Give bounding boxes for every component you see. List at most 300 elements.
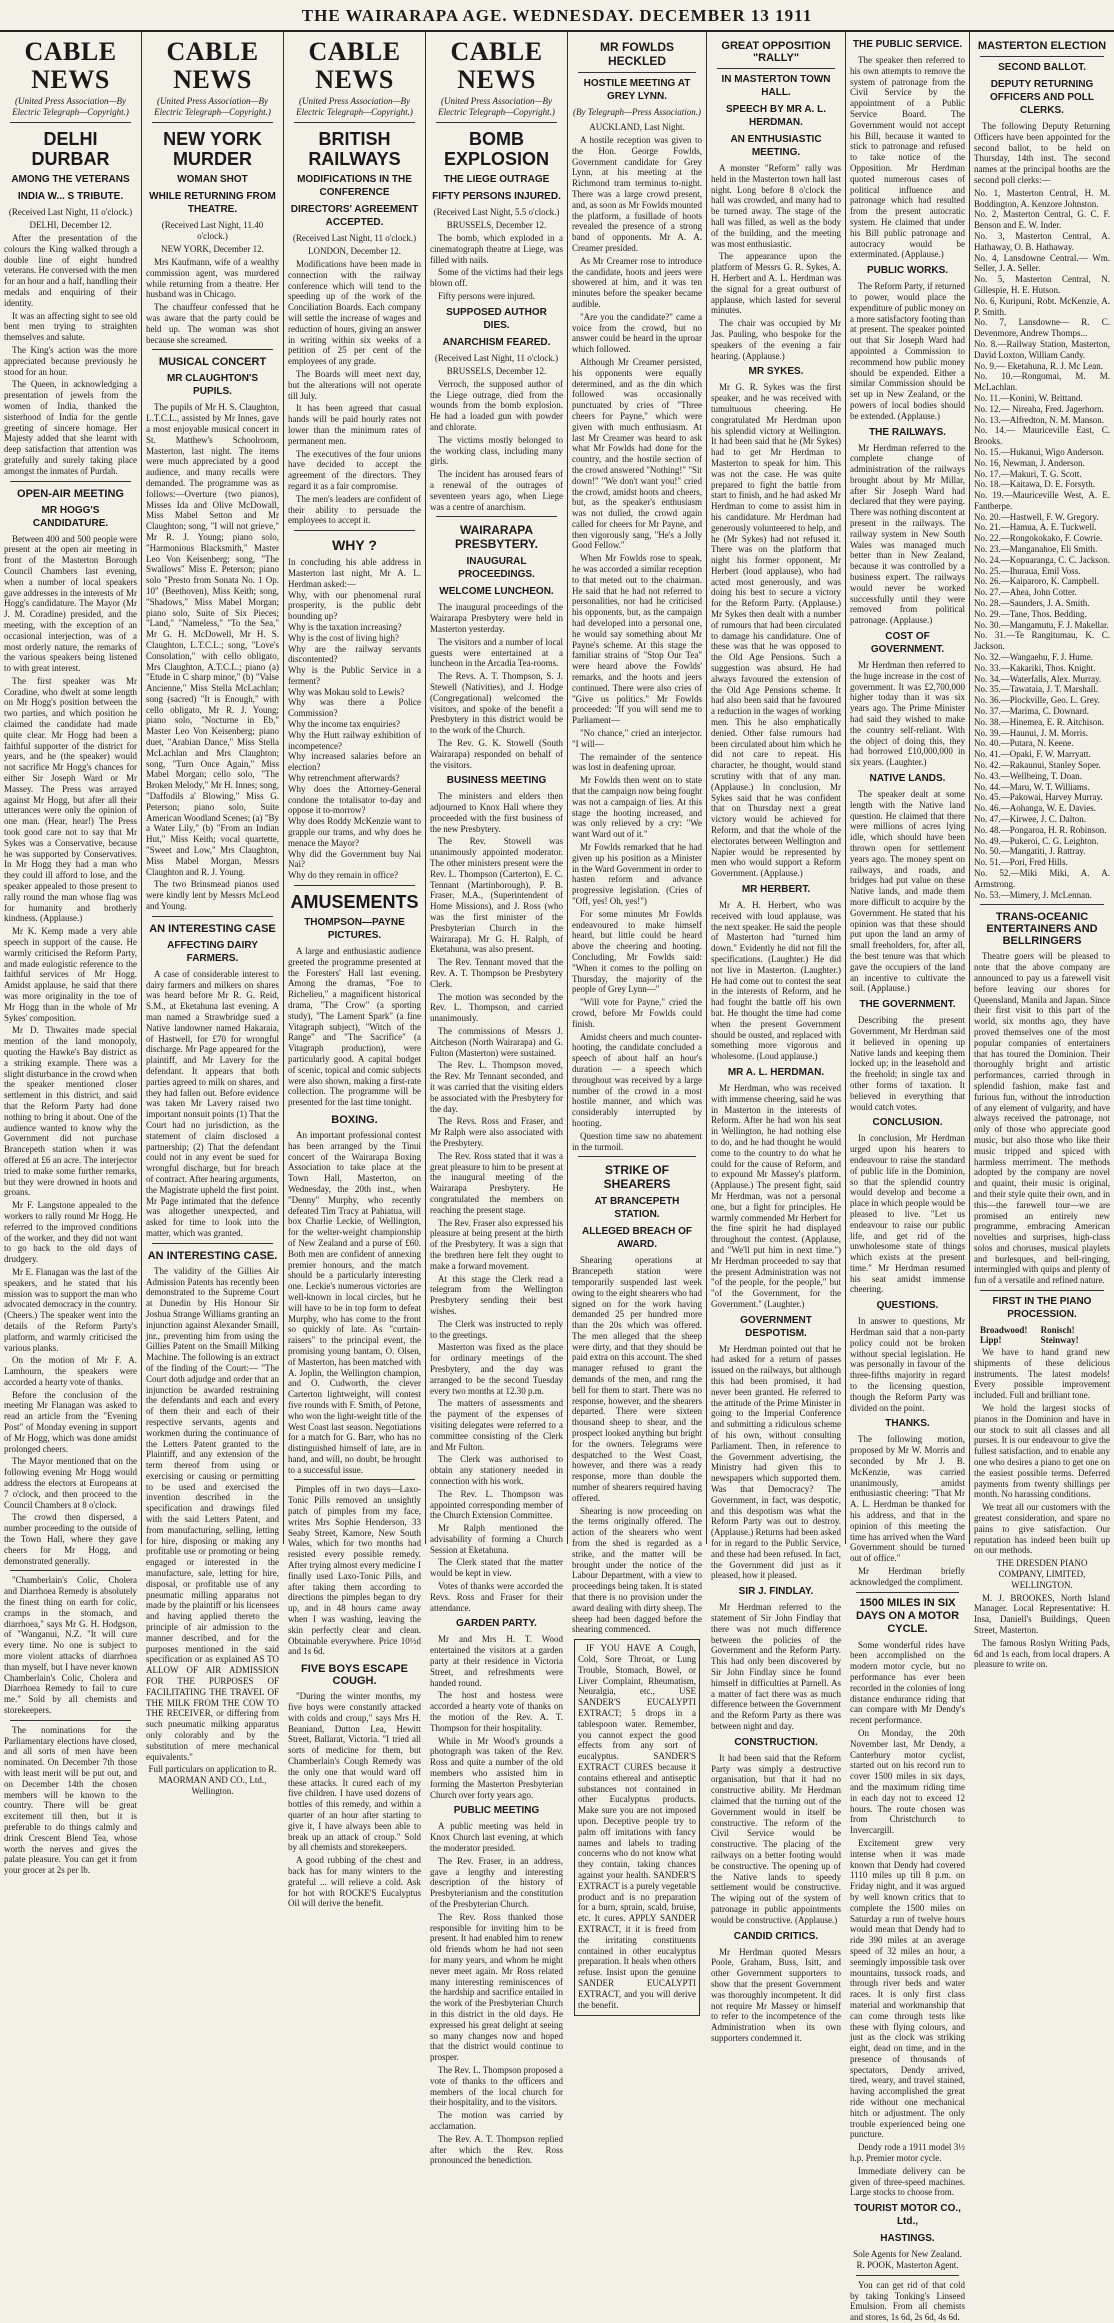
advertiser-name: THE DRESDEN PIANO COMPANY, LIMITED, WELLINGTON. xyxy=(996,1558,1088,1590)
list-item: Why is the taxation increasing? xyxy=(288,621,402,632)
paragraph: Mr Herdman quoted Messrs Poole, Graham, Buss, Isitt, and other Government supporters to show that the present Government was thoroughly incompetent. It did not require Mr Massey or himself to refer to the incompetence of the Administration when its own supporters condemned it. xyxy=(711,1946,841,2043)
advertiser-name: TOURIST MOTOR CO., Ltd., xyxy=(854,2203,961,2228)
paragraph: In answer to questions, Mr Herdman said that a non-party policy could not be broken without special legislation. He was personally in favour of the three-fifths majority in regard to the licensing question, though the Reform Party was divided on the point. xyxy=(850,1316,965,1413)
paragraph: As Mr Creamer rose to introduce the candidate, hoots and jeers were showered at him, and it was ten minutes before the speaker became audible. xyxy=(572,255,702,309)
paragraph: The pupils of Mr H. S. Claughton, L.T.C.L., assisted by Mr Innes, gave a most enjoyable musical concert in St. Matthew's Schoolroom, Masterton, last night. The items were much appreciated by a good audience, and many recalls were demanded. The programme was as follows:—Overture (two pianos), Misses Ida and Olive McDowall, Miss Mabel Setton and Mr Claughton; song, "I will not grieve," Mr R. J. Young; piano solo, "Harmonious Blacksmith," Master Leo Von Keisenberg; song, "The Swallows" Miss E. Peterson; piano solo "Presto from Sonata No. 1 Op. 10" (Beethoven), Miss Keith; song, "Shadows," Miss Mabel Morgan; piano solo, Suite of Six Pieces; "Land," "Nameless," "To the Sea," Mr G. H. McDowell, Mr H. S. Claughton, L.T.C.L.; song, "Love's Consolation," with cello obligato, Mrs Claughton, A.T.C.L.; piano (a) "Etude in C sharp minor," (b) "Valse Ancienne," Miss Stella McLachlan; song (sacred) "It is Enough," with cello obligato, Mr R. J. Young; piano solo, "Nocturne in Eb," Master Leo Von Keisenberg; piano duet, "Arabian Dance," Miss Stella McLachlan and Mrs Claughton; song, "Turn Once Again," Miss Mabel Morgan; cello solo, "The Broken Melody," Mr H. Innes; song, "Daffodils a' Blowing," Miss G. Peterson; piano solo, Suite American Woodland Scenes; (a) "By a Water Lily," (b) "From an Indian Hut," Miss Keith; vocal quartette, "Sweet and Low," Mrs Claughton, Miss Mabel Morgan, Messrs Claughton and R. J. Young. xyxy=(146,402,279,877)
advertiser-manager: M. J. BROOKES, North Island Manager. Local Representative: H. Insa, Daniell's Buildings, Queen Street, Masterton. xyxy=(974,1592,1110,1635)
credit-line: (United Press Association—By Electric Telegraph—Copyright.) xyxy=(154,96,271,117)
advertisement-heading: FIVE BOYS ESCAPE COUGH. xyxy=(301,1663,408,1688)
credit-line: (United Press Association—By Electric Telegraph—Copyright.) xyxy=(438,96,555,117)
dateline: NEW YORK, December 12. xyxy=(161,244,264,254)
paragraph: In conclusion, Mr Herdman urged upon his hearers to endeavour to raise the standard of public life in the Dominion, so that the splendid country would develop and become a place in which people would be pleased to live. "Let us endeavour to raise our public life, and get rid of the unwholesome state of things which exists at the present time." Mr Herdman resumed his seat amidst immense cheering. xyxy=(850,1133,965,1295)
paragraph: Fifty persons were injured. xyxy=(438,290,535,301)
booth-list-item: No. 4, Lansdowne Central.— Wm. Seller, J. A. Seller. xyxy=(974,252,1110,274)
paragraph: The motion was seconded by the Rev. L. Thompson, and carried unanimously. xyxy=(430,991,563,1024)
paragraph: The men's leaders are confident of their ability to persuade the employees to accept it. xyxy=(288,493,421,526)
dateline: AUCKLAND, Last Night. xyxy=(589,122,685,132)
article-headline: MR FOWLDS HECKLED xyxy=(600,40,674,68)
list-item: Why did the Government buy Nai Nai? xyxy=(288,848,421,870)
divider xyxy=(152,916,273,917)
piano-brands-right: Ronisch! Steinway! xyxy=(1040,1325,1079,1346)
paragraph: The Queen, in acknowledging a presentation of jewels from the women of India, thanked the sisterhood of India for the gentle greeting of sincere homage. Her Majesty added that she learnt with deep satisfaction that attention was gratefully and surely taking place amongst the inmates of Purdah. xyxy=(4,379,137,476)
list-item: Why is the cost of living high? xyxy=(288,632,399,643)
list-item: Why do they remain in office? xyxy=(288,870,399,881)
dateline: BRUSSELS, December 12. xyxy=(446,365,547,376)
article-subhead: MODIFICATIONS IN THE CONFERENCE xyxy=(297,174,412,198)
booth-list-item: No. 3, Masterton Central, A. Hathaway, O. B. Hathaway. xyxy=(974,230,1110,252)
booth-list-item: No. 19.—Mauriceville West, A. E. Fantberpe. xyxy=(974,490,1110,511)
paragraph: Mr Herdman then referred to the huge increase in the cost of government. It was £2,700,000 higher today than it was six years ago. The Prime Minister had said they wished to make the country self-reliant. With the object of doing this, they had borrowed £10,000,000 in six years. (Laughter.) xyxy=(850,660,965,768)
article-subhead: CONSTRUCTION. xyxy=(734,1736,818,1748)
list-item: Why the Hutt railway exhibition of incompetence? xyxy=(288,729,421,751)
article-subhead: GARDEN PARTY. xyxy=(456,1618,537,1630)
article-headline: MUSICAL CONCERT xyxy=(158,356,267,369)
paragraph: Mr Fowlds then went on to state that the campaign now being fought was not a campaign of lies. At this stage the hooting increased, and was only relieved by a cry: "We want Ward out of it." xyxy=(572,775,702,840)
booth-list-item: No. 52.—Miki Miki, A. A. Armstrong. xyxy=(974,867,1110,889)
booth-list-item: No. 15.—Hukanui, Wigo Anderson. xyxy=(974,446,1104,457)
divider xyxy=(10,122,131,123)
paragraph: The following Deputy Returning Officers have been appointed for the second ballot, to be held on Thursday, 14th inst. The second names at the principal booths are the second poll clerks:— xyxy=(974,121,1110,185)
article-subhead: MR HOGG'S CANDIDATURE. xyxy=(32,504,109,529)
divider xyxy=(152,122,273,123)
paragraph: The remainder of the sentence was lost in deafening uproar. xyxy=(572,751,702,773)
paragraph: The Clerk stated that the matter would be kept in view. xyxy=(430,1557,563,1579)
list-item: Why was Mokau sold to Lewis? xyxy=(288,686,405,697)
paragraph: The appearance upon the platform of Messrs G. R. Sykes, A. H. Herbert and A. L. Herdman was the signal for a great outburst of applause, which lasted for several minutes. xyxy=(711,251,841,316)
divider xyxy=(578,72,696,73)
paragraph: The Rev. G. K. Stowell (South Wairarapa) responded on behalf of the visitors. xyxy=(430,737,563,770)
booth-list-item: No. 47.—Kirwee, J. C. Dalton. xyxy=(974,814,1086,824)
paragraph: An important professional contest has been arranged by the Tinui concert of the Wairarapa Boxing Association to take place at the Town Hall, Masterton, on Wednesday, the 20th inst., when "Denny" Murphy, who recently defeated Tim Tracy at Pahiatua, will box Charlie Leckie, of Wellington, for the welter-weight championship of New Zealand and a purse of £60. Both men are confident of annexing premier honours, and the match should be a particularly interesting one. Leckie's numerous victories are well-known in local circles, but he will have to be in top form to defeat Murphy, who has come to the front so quickly of late. As "curtain-raisers" to the principal event, the promising young bantam, O. Olsen, of Masterton, has been matched with A. Joplin, the Wellington champion, and O. Cudworth, the clever Carterton lightweight, will contest five rounds with F. Smith, of Petone, who won the light-weight title of the West Coast last season. Negotiations for a match for G. Barr, who has no distinguished himself of late, are in hand, and will, no doubt, be brought to a successful issue. xyxy=(288,1129,421,1475)
paragraph: The host and hostess were accorded a hearty vote of thanks on the motion of the Rev. A. T. Thompson for their hospitality. xyxy=(430,1690,563,1733)
paragraph: We treat all our customers with the greatest consideration, and spare no pains to give satisfaction. Our reputation has indeed been built up on our methods. xyxy=(974,1502,1110,1556)
paragraph: The ministers and elders then adjourned to Knox Hall where they proceeded with the first business of the new Presbytery. xyxy=(430,791,563,834)
divider xyxy=(856,2275,959,2276)
divider xyxy=(10,1720,131,1721)
booth-list-item: No. 34.—Waterfalls, Alex. Murray. xyxy=(974,673,1102,684)
paragraph: The Rev. L. Thompson moved, the Rev. Mr Tennant seconded, and it was carried that the visiting elders be associated with the Presbytery for the day. xyxy=(430,1060,563,1114)
booth-list-item: No. 7, Lansdowne— R. C. Devenmore, Andrew Thomps... xyxy=(974,317,1110,339)
booth-list-item: No. 41.—Opaki, F. W. Marryatt. xyxy=(974,749,1091,760)
booth-list-item: No. 24.—Kopuaranga, C. C. Jackson. xyxy=(974,554,1110,565)
paragraph: We have to hand grand new shipments of these delicious instruments. The latest models! Every possible improvement included. Full and brilliant tone. xyxy=(974,1347,1110,1401)
list-item: Why was there a Police Commission? xyxy=(288,697,421,719)
dateline: BRUSSELS, December 12. xyxy=(446,220,547,230)
article-subhead: FIFTY PERSONS INJURED. xyxy=(432,191,561,202)
advertiser-agent: Sole Agents for New Zealand. R. POOK, Masterton Agent. xyxy=(853,2249,962,2271)
booth-list-item: No. 27.—Ahea, John Cotter. xyxy=(974,587,1077,598)
cable-news-heading: CABLE NEWS xyxy=(166,37,259,94)
paragraph: The Rev. Ross stated that it was a great pleasure to him to be present at the inaugural meeting of the Wairarapa Presbytery. He congratulated the members on reaching the present stage. xyxy=(430,1150,563,1215)
paragraph: It has been agreed that casual hands will be paid hourly rates not lower than the minimum rates of permanent men. xyxy=(288,403,421,446)
article-headline: DELHI DURBAR xyxy=(31,129,110,169)
paragraph: A public meeting was held in Knox Church last evening, at which the moderator presided. xyxy=(430,1821,563,1854)
paragraph: Amidst cheers and much counter-hooting, the candidate concluded a speech of about half an hour's duration — a speech which throughout was received by a large number of the crowd in a most hostile manner, and which was considerably interrupted by hooting. xyxy=(572,1031,702,1128)
column-6 xyxy=(707,32,846,2043)
list-item: Why is the Public Service in a ferment? xyxy=(288,665,421,686)
booth-list-item: No. 48.—Pongaroa, H. R. Robinson. xyxy=(974,824,1107,835)
paragraph: The following motion, proposed by Mr W. Morris and seconded by Mr J. B. McKenzie, was carried unanimously, amidst enthusiastic cheering: "That Mr A. L. Herdman be thanked for his address, and that in the opinion of this meeting the time has arrived when the Ward Government should be turned out of office." xyxy=(850,1434,965,1564)
article-subhead: GOVERNMENT DESPOTISM. xyxy=(740,1314,812,1339)
advertisement: The famous Roslyn Writing Pads, 6d and 1s each, from local drapers. A pleasure to write on. xyxy=(974,1637,1110,1670)
column-8 xyxy=(970,32,1114,1670)
article-headline: BRITISH RAILWAYS xyxy=(308,129,401,169)
booth-list-item: No. 17.—Makuri, T. G. Scott. xyxy=(974,468,1082,479)
list-item: Why does the Attorney-General condone the totalisator to-day and oppose it to-morrow? xyxy=(288,783,421,816)
article-subhead: THOMPSON—PAYNE PICTURES. xyxy=(304,917,405,942)
booth-list-item: No. 43.—Wellbeing, T. Doan. xyxy=(974,770,1082,781)
divider xyxy=(980,56,1104,57)
paragraph: It was an affecting sight to see old bent men trying to straighten themselves and salute. xyxy=(4,310,137,343)
booth-list-item: No. 49.—Pukeroi, C. G. Leighton. xyxy=(974,835,1099,846)
article-subhead: AT BRANCEPETH STATION. xyxy=(594,1196,680,1221)
booth-list-item: No. 32.—Wangaehu, F. J. Hume. xyxy=(974,652,1094,663)
page-columns xyxy=(0,32,1114,2323)
divider xyxy=(717,68,835,69)
article-subhead: SPEECH BY MR A. L. HERDMAN. xyxy=(725,104,826,128)
article-subhead: CONCLUSION. xyxy=(872,1117,943,1129)
booth-list-item: No. 51.—Pori, Fred Hills. xyxy=(974,857,1068,868)
article-subhead: WELCOME LUNCHEON. xyxy=(439,586,554,598)
paragraph: Mr E. Flanagan was the last of the speakers, and he stated that his mission was to support the man who advocated democracy in the country. (Cheers.) The speaker went into the details of the Reform Party's platform, and warmly criticised the various planks. xyxy=(4,1266,137,1353)
booth-list-item: No. 50.—Mangatiti, J. Rattray. xyxy=(974,846,1086,857)
booth-list-item: No. 35.—Tawataia, J. T. Marshall. xyxy=(974,684,1099,695)
paragraph: For some minutes Mr Fowlds endeavoured to make himself heard, but little could be heard above the cheering and hooting. Concluding, Mr Fowlds said: "When it comes to the polling on Thursday, the majority of the people of Grey Lynn—" xyxy=(572,908,702,995)
article-subhead: THE GOVERNMENT. xyxy=(859,999,956,1011)
paragraph: Describing the present Government, Mr Herdman said it believed in opening up Native lands and keeping them locked up; in the leasehold and the freehold; in single tax and other forms of taxation. It believed in everything that would catch votes. xyxy=(850,1015,965,1112)
booth-list-item: No. 28.—Saunders, J. A. Smith. xyxy=(974,598,1090,609)
paragraph: A hostile reception was given to the Hon. George Fowlds, Government candidate for Grey Lynn, at his meeting at the Richmond tram terminus to-night. There was a large crowd present, and, as soon as Mr Fowlds mounted the platform, a fusillade of hoots revealed the presence of a strong band of opponents. Mr A. A. Creamer presided. xyxy=(572,135,702,253)
cable-news-heading: CABLE NEWS xyxy=(24,37,117,94)
paragraph: The Clerk was instructed to reply to the greetings. xyxy=(430,1318,563,1340)
article-headline: 1500 MILES IN SIX DAYS ON A MOTOR CYCLE. xyxy=(855,1596,960,1635)
cable-news-heading: CABLE NEWS xyxy=(450,37,543,94)
booth-list-item: No. 36.—Plockville, Geo. L. Grey. xyxy=(974,695,1100,706)
booth-list-item: No. 20.—Hastwell, F. W. Gregory. xyxy=(974,511,1099,522)
masthead xyxy=(0,0,1114,32)
paragraph: A case of considerable interest to dairy farmers and milkers on shares was heard before Mr R. G. Reid, S.M., at Eketahuna last evening. A man named a Strawbridge sued a Native landowner named Hakaraia, of Hastwell, for £70 for wrongful discharge. Mr Page appeared for the plaintiff, and Mr Lavery for the defendant. It appears that both parties agreed to milk on shares, and they had fallen out. Before evidence was taken Mr Lavery raised two important nonsuit points (1) That the Court had no jurisdiction, as the statement of claim disclosed a partnership; (2) That the defendant could not in any event be sued for wrongful discharge, but for breach of contract. After hearing arguments, the Magistrate upheld the first point. Mr Page intimated that the defence was altogether unexpected, and asked for time to look into the matter, which was granted. xyxy=(146,968,279,1238)
paragraph: Mr Herdman referred to the statement of Sir John Findlay that there was not much difference between the policies of the Government and the Reform Party. This had only been discovered by Sir John Findlay since he found himself in difficulties at Parnell. As a matter of fact there was as much difference between the Government and the Reform Party as there was between night and day. xyxy=(711,1602,841,1731)
paragraph: Mrs Kaufmann, wife of a wealthy commission agent, was murdered while returning from a theatre. Her husband was in Chicago. xyxy=(146,257,279,300)
divider xyxy=(578,1156,696,1157)
paragraph: Mr Herdman referred to the complete change of administration of the railways brought about by Mr Millar, after Sir Joseph Ward had declared that they were paying. There was nothing discontent at present in the railways. The railway system in New South Wales was managed much better than in New Zealand, because it was controlled by a business expert. The railways would never be worked successfully until they were removed from political patronage. (Applause.) xyxy=(850,442,965,626)
booth-list-item: No. 37.—Marima, C. Downard. xyxy=(974,706,1089,717)
article-headline: BOMB EXPLOSION xyxy=(443,129,550,169)
article-subhead: SECOND BALLOT. xyxy=(998,62,1086,73)
divider xyxy=(980,1290,1104,1291)
article-subhead: PUBLIC MEETING xyxy=(453,1805,540,1817)
paragraph: Mr A. H. Herbert, who was received with loud applause, was the next speaker. He said the people of Masterton had "turned him down." Evidently he did not fill the specifications. (Laughter.) He did not live in Masterton. (Laughter.) He had come out to contest the seat in the interests of Reform, and he had fought the battle off his own bat. He thought the time had come when the present Government should be ousted, and replaced with something more vigorous and wholesome. (Loud applause.) xyxy=(711,900,841,1062)
paragraph: Excitement grew very intense when it was made known that Dendy had covered 1110 miles up till 8 p.m. on Friday night, and it was argued by well known critics that to complete the 1500 miles on Saturday a run of twelve hours would mean that Dendy had to ride 390 miles at an average speed of 32 miles an hour, a seemingly impossible task over mountains, tussock roads, and through river beds and water races. It is only first class material and workmanship that can come through tests like these with flying colours, and just as the clock was striking eight, dead on time, and in the presence of thousands of spectators, Dendy arrived, tired, weary, and travel stained, having accomplished the great ride without one mechanical hitch or adjustment. The only trouble experienced being one puncture. xyxy=(850,1837,965,2140)
article-subhead: THE RAILWAYS. xyxy=(869,426,946,438)
divider xyxy=(152,1243,273,1244)
paragraph: Verroch, the supposed author of the Liege outrage, died from the wounds from the bomb explosion. He had a loaded gun with powder and chlorate. xyxy=(430,378,563,432)
paragraph: The Revs. A. T. Thompson, S. J. Stewell (Nativities), and J. Hodge (Congregational) welcomed the visitors, and spoke of the benefit a Presbytery in this district would be to the work of the Church. xyxy=(430,671,563,736)
dateline: DELHI, December 12. xyxy=(29,220,112,230)
booth-list-item: No. 42.—Rakaunui, Stanley Soper. xyxy=(974,760,1101,771)
article-subhead: BUSINESS MEETING xyxy=(446,775,547,787)
article-subhead: HOSTILE MEETING AT GREY LYNN. xyxy=(583,78,691,102)
paragraph: The Reform Party, if returned to power, would place the expenditure of public money on a more satisfactory footing than at present. The speaker pointed out that Sir Joseph Ward had appointed a Commission to recommend how public money should be expended. Either a similar Commission should be set up in New Zealand, or the powers of local bodies should be extended. (Applause.) xyxy=(850,281,965,421)
paragraph: "No chance," cried an interjector. "I will— xyxy=(572,728,702,749)
paragraph: At this stage the Clerk read a telegram from the Wellington Presbytery sending their best wishes. xyxy=(430,1273,563,1316)
paragraph: Modifications have been made in connection with the railway conference which will tend to the speeding up of the work of the Conciliation Boards. Each company will settle the increase of wages and reduction of hours, giving an answer in writing within six weeks of a petition of 25 per cent of the employees of any grade. xyxy=(288,259,421,367)
dateline: LONDON, December 12. xyxy=(308,246,401,256)
paragraph: We hold the largest stocks of pianos in the Dominion and have in our stock to suit all classes and all purses. It is our endeavour to give the fullest satisfaction, and to enable any one who desires a piano to get one on the easiest possible terms. Deferred payments from twenty shillings per month. No harassing conditions. xyxy=(974,1403,1110,1500)
article-headline: GREAT OPPOSITION "RALLY" xyxy=(721,40,831,64)
booth-list-item: No. 31.—Te Rangitumau, K. C. Jackson. xyxy=(974,630,1110,652)
booth-list-item: No. 16, Newman, J. Anderson. xyxy=(974,457,1085,468)
paragraph: Shearing operations at Brancepeth station were temporarily suspended last week owing to the eight shearers who had signed on for the work having demanded 25 per hundred more than the 20s which was offered. The men alleged that the sheep were dirty, and that they should be paid extra on this account. The shed manager refused to grant the demands of the men, and rang the bell for them to start. There was no response, however, and the shearers departed. There were sixteen thousand sheep to shear, and the prospect looked anything but bright for the owners. Telegrams were despatched to the West Coast, however, and there was a ready response, more than double the number of shearers required having offered. xyxy=(572,1255,702,1503)
paragraph: Mr Ralph mentioned the advisability of forming a Church Session at Eketahuna. xyxy=(430,1523,563,1555)
credit-line: (United Press Association—By Electric Telegraph—Copyright.) xyxy=(296,96,413,117)
paragraph: The first speaker was Mr Coradine, who dwelt at some length on Mr Hogg's position between the two parties, and which position he claimed the candidate had made quite clear. Mr Hogg had been a faithful supporter of the district for years, and he (the speaker) would not sacrifice Mr Hogg's chances for either Sir Joseph Ward or Mr Massey. The Press was arrayed against Mr Hogg, but after all their utterances were only the opinion of one man. (Hear, hear!) The Press took good care not to say that Mr Sykes was a Conservative, because he was supported by Conservatives. In Mr Hogg they had a man who they could ill afford to lose, and the speaker appealed to those present to rally round the man whose flag was for humanity and brotherly kindness. (Applause.) xyxy=(4,675,137,924)
paragraph: Masterton was fixed as the place for ordinary meetings of the Presbytery, and the day was arranged to be the second Tuesday every two months at 12.30 p.m. xyxy=(430,1342,563,1396)
paragraph: Votes of thanks were accorded the Revs. Ross and Fraser for their attendance. xyxy=(430,1581,563,1613)
article-subhead: AN ENTHUSIASTIC MEETING. xyxy=(730,134,822,158)
article-subhead: CANDID CRITICS. xyxy=(733,1930,819,1942)
article-subhead: QUESTIONS. xyxy=(876,1300,939,1312)
divider xyxy=(294,1479,415,1480)
received-line: (Received Last Night, 11 o'clock.) xyxy=(434,352,559,363)
paragraph: The Revs. Ross and Fraser, and Mr Ralph were also associated with the Presbytery. xyxy=(430,1116,563,1148)
advertisement: You can get rid of that cold by taking Tonking's Linseed Emulsion. From all chemists and stores, 1s 6d, 2s 6d, 4s 6d. xyxy=(850,2279,965,2323)
list-item: Why are the railway servants discontented? xyxy=(288,643,421,665)
divider xyxy=(294,530,415,531)
booth-list-item: No. 6, Kuripuni, Robt. McKenzie, A. P. Smith. xyxy=(974,295,1110,317)
paragraph: The King's action was the more appreciated because previously he stood for an hour. xyxy=(4,344,137,377)
paragraph: Some of the victims had their legs blown off. xyxy=(430,267,563,289)
paragraph: The Mayor mentioned that on the following evening Mr Hogg would address the electors at Europeans at 7 o'clock, and then proceed to the Council Chambers at 8 o'clock. xyxy=(4,1456,137,1510)
paragraph: Mr F. Langstone appealed to the workers to rally round Mr Hogg. He referred to the improved conditions of the worker, and they did not want to go back to the old days of drudgery. xyxy=(4,1200,137,1265)
piano-brands-left: Broadwood! Lipp! xyxy=(980,1325,1028,1346)
paragraph: On the motion of Mr F. A. Lamhourn, the speakers were accorded a hearty vote of thanks. xyxy=(4,1355,137,1387)
article-subhead: ANARCHISM FEARED. xyxy=(442,336,551,348)
paragraph: The Clerk was authorised to obtain any stationery needed in connection with his work. xyxy=(430,1454,563,1486)
paragraph: A large and enthusiastic audience greeted the programme presented at the Foresters' Hall last evening. Among the dramas, "Foe to Richelieu," a magnificent historical drama, "The Crow" (a sporting study), "The Lament Spark" (a fine Vitagraph subject), "Witch of the Range" and "The Sacrifice" (a Vitagraph production), were particularly good. A capital budget of scenic, topical and comic subjects were also shown, making a first-rate collection. The programme will be presented for the last time tonight. xyxy=(288,946,421,1108)
article-headline: AN INTERESTING CASE xyxy=(149,922,276,935)
booth-list-item: No. 46.—Aohanga, W. E. Davies. xyxy=(974,803,1096,814)
paragraph: Immediate delivery can be given of three-speed machines. Large stocks to choose from. xyxy=(850,2165,965,2198)
list-item: Why increased salaries before an election? xyxy=(288,751,421,773)
paragraph: Some wonderful rides have been accomplished on the modern motor cycle, but no performance has ever been recorded in the colonies of long distance endurance riding that can compare with Mr Dendy's recent performance. xyxy=(850,1639,965,1726)
booth-list-item: No. 10.—Rongomai, M. M. McLachlan. xyxy=(974,371,1110,393)
booth-list-item: No. 44.—Maru, W. T. Williams. xyxy=(974,781,1090,792)
article-headline: WAIRARAPA PRESBYTERY. xyxy=(455,523,538,552)
article-headline: MASTERTON ELECTION xyxy=(977,40,1107,52)
paragraph: Dendy rode a 1911 model 3½ h.p. Premier motor cycle. xyxy=(850,2142,965,2164)
divider xyxy=(436,122,557,123)
paragraph: The commissions of Messrs J. Aitcheson (North Wairarapa) and G. Fulton (Masterton) were sustained. xyxy=(430,1026,563,1058)
article-subhead: INAUGURAL PROCEEDINGS. xyxy=(458,556,535,581)
received-line: (Received Last Night, 11 o'clock.) xyxy=(292,233,417,243)
booth-list-item: No. 11.—Konini, W. Brittand. xyxy=(974,392,1083,403)
paragraph: The bomb, which exploded in a cinematograph theatre at Liege, was filled with nails. xyxy=(430,233,563,265)
booth-list-item: No. 12.— Nireaha, Fred. Jagerhorn. xyxy=(974,403,1104,414)
paragraph: Theatre goers will be pleased to note that the above company are announced to pay us a farewell visit before leaving our shores for Queensland, Manila and Japan. Since their first visit to this part of the world, six months ago, they have proved themselves one of the most popular companies of entertainers that has toured the Dominion. Their thoroughly bright and artistic performances, carried through in splendid fashion, make fast and furious fun, without the introduction of any element of vulgarity, and have always received the patronage, not only of those who appreciate good music, but also those who like their music tripped and spiced with harmless merriment. The methods adopted by the company are novel and quaint, their music is original, and their style quite their own, and in this—the farewell tour—we are promised an entirely new programme, embracing American novelties and surprises, high-class solos and choruses, musical playlets and burlesques, and bell-ringing, intermingled with quips and plenty of fun of a versatile and refined nature. xyxy=(974,951,1110,1286)
article-headline: BOXING. xyxy=(331,1113,378,1126)
article-headline: TRANS-OCEANIC ENTERTAINERS AND BELLRINGERS xyxy=(986,911,1098,948)
booth-list-item: No. 30.—Mangamutu, F. J. Makellar. xyxy=(974,619,1109,630)
paragraph: "Are you the candidate?" came a voice from the crowd, but no answer could be heard in the uproar which followed. xyxy=(572,311,702,355)
booth-list-item: No. 22.—Rongokokako, F. Cowrie. xyxy=(974,533,1103,544)
paragraph: The nominations for the Parliamentary elections have closed, and all sorts of men have been nominated. On December 7th those with least merit will be put out, and on December 14th the chosen members will be known to the country. There will be great excitement till then, but it is preferable to do things calmly and drink Crescent Blend Tea, whose worth the nerves and gives the palate pleasure. You can get it from your grocer at 2s per lb. xyxy=(4,1724,137,1876)
masthead-title: THE WAIRARAPA AGE. WEDNESDAY. DECEMBER 13 1911 xyxy=(301,6,813,25)
paragraph: Mr D. Thwaites made special mention of the land monopoly, quoting the Hawke's Bay district as a striking example. There was a slight disturbance in the crowd when the speaker mentioned closer settlement in this district, and said that the Reform Party had done nothing to bring it about. One of the audience wanted to know why the Government did not purchase Brancepeth station when it was offered at £6 an acre. The interjector tried to make some further remarks, but they were drowned in hoots and groans. xyxy=(4,1025,137,1198)
paragraph: Mr and Mrs H. T. Wood entertained the visitors at a garden party at their residence in Victoria Street, and refreshments were handed round. xyxy=(430,1634,563,1688)
article-headline: OPEN-AIR MEETING xyxy=(17,487,124,500)
divider xyxy=(294,885,415,886)
column-4 xyxy=(426,32,568,2166)
booth-list-item: No. 39.—Haunui, J. M. Morris. xyxy=(974,727,1088,738)
list-item: Why the income tax enquiries? xyxy=(288,719,400,730)
paragraph: On Monday, the 20th November last, Mr Dendy, a Canterbury motor cyclist, started out on his record run to cover 1500 miles in six days, and the maximum riding time in each day not to exceed 12 hours. The route chosen was from Christchurch to Invercargill. xyxy=(850,1727,965,1836)
article-subhead: WHILE RETURNING FROM THEATRE. xyxy=(149,191,276,215)
piano-brands xyxy=(980,1325,1104,1345)
advertisement: A good rubbing of the chest and back has for many winters to the grateful ... will relieve a cold. Ask for hot with ROCKE'S Eucalyptus Oil will derive the benefit. xyxy=(288,1855,421,1909)
article-subhead: THE PUBLIC SERVICE. xyxy=(852,39,963,50)
advertisement xyxy=(574,1639,700,2016)
paragraph: The chair was occupied by Mr Jas. Pauling, who bespoke for the speakers of the evening a fair hearing. (Applause.) xyxy=(711,318,841,361)
booth-list-item: No. 1, Masterton Central, H. M. Boddington, A. Kenzore Johnston. xyxy=(974,187,1110,209)
booth-list-item: No. 18.—Kaitawa, D. E. Forsyth. xyxy=(974,479,1095,490)
booth-list-item: No. 23.—Manganahoe, Eli Smith. xyxy=(974,544,1098,555)
paragraph: The Boards will meet next day, but the alterations will not operate till July. xyxy=(288,368,421,401)
article-subhead: PUBLIC WORKS. xyxy=(866,265,949,277)
article-subhead: MR HERBERT. xyxy=(741,884,811,895)
booth-list-item: No. 14.— Mauriceville East, C. Brooks. xyxy=(974,425,1110,447)
article-subhead: WOMAN SHOT xyxy=(177,174,248,185)
list-item: Why, with our phenomenal rural prosperity, is the public debt bounding up? xyxy=(288,589,421,622)
paragraph: Shearing is now proceeding on the terms originally offered. The action of the shearers who went from the shed is regarded as a strike, and the matter will be brought under the notice of the Labour Department, with a view to proceedings being taken. It is stated that there is no provision under the award dealing with dirty sheep. The sheep had been dagged before the shearing commenced. xyxy=(572,1505,702,1635)
paragraph: When Mr Fowlds rose to speak, he was accorded a similar reception to that meted out to the chairman. He said that he had not referred to personalities, nor had he criticised his opponents, but, as the campaign had developed into a personal one, he would say something about Mr Payne's scheme. At this stage the familiar strains of "Stop Our Tea" were heard above the Fowlds' remarks, and the hoots and jeers continued. There were also cries of "Give us politics." Mr Fowlds proceeded: "If you will send me to Parliament— xyxy=(572,553,702,726)
received-line: (Received Last Night, 5.5 o'clock.) xyxy=(433,207,560,217)
divider xyxy=(856,1592,959,1593)
column-5 xyxy=(568,32,707,2010)
paragraph: The two Brinsmead pianos used were kindly lent by Messrs McLeod and Young. xyxy=(146,879,279,912)
paragraph: Although Mr Creamer persisted, his opponents were equally determined, and as the din which followed was occasionally punctuated by cries of "Three cheers for Payne," which were given with much enthusiasm. At last Mr Creamer was heard to ask what Mr Fowlds had done for the country, and the hostile section of the crowd answered "Nothing!" "Sit down!" "We don't want you!" cried the crowd, amidst hoots and cheers, but, as the speaker's enthusiasm was not dulled, the crowd again called for cheers for Mr Payne, and then vigorously sang, "He's a Jolly Good Fellow." xyxy=(572,356,702,551)
advertisement-heading: FIRST IN THE PIANO PROCESSION. xyxy=(992,1296,1092,1321)
divider xyxy=(152,349,273,350)
article-subhead: INDIA W... S TRIBUTE. xyxy=(17,191,124,202)
paragraph: The Rev. Ross thanked those responsible for inviting him to be present. It had enabled him to renew old friends whom he had not seen for many years, and whom he might never meet again. Mr Ross related many interesting reminiscences of the hardship and sacrifice entailed in the work of the Presbyterian Church in this district in the old days. He expressed his great delight at seeing so many changes now and hoped that the district would continue to prosper. xyxy=(430,1911,563,2063)
paragraph: After the presentation of the colours the King walked through a double line of eight hundred veterans. He conversed with the men for an hour and a half, handling their medals and enquiring of their identity. xyxy=(4,233,137,308)
paragraph: Mr Fowlds remarked that he had given up his position as a Minister in the Ward Government in order to hasten reform and advance progressive legislation. (Cries of "Off, yes! Oh, yes!") xyxy=(572,842,702,906)
paragraph: The Rev. Fraser also expressed his pleasure at being present at the birth of the Presbytery. It was a sign that the brethren here felt they ought to make a forward movement. xyxy=(430,1217,563,1271)
paragraph: Mr G. R. Sykes was the first speaker, and he was received with tumultuous cheering. He congratulated Mr Herdman upon his splendid victory at Wellington. It had been said that he (Mr Sykes) had to get Mr Herdman to Masterton to speak for him. This was not the case. He was quite prepared to fight the battle from start to finish, and he had asked Mr Herdman to come to assist him in his candidature. Mr Herdman had generously volunteered to help, and he (Mr Sykes) had not refused it. There was on the platform that night his former opponent, Mr Herbert (loud applause), who had acted most generously, and was doing his best to secure a victory for the Reform Party. (Applause.) Mr Sykes then dealt with a number of rumours that had been circulated to damage his candidature. One of these was that he was opposed to the Old Age Pensions. Such a suggestion was absurd. He had always favoured the extension of the Old Age Pensions scheme. It had also been said that he favoured a reduction in the wages of working men. This he also emphatically denied. Other false rumours had been circulated about him which he did not care to repeat. His character, he thought, would stand scrutiny with that of any man. (Applause.) In conclusion, Mr Sykes said that he was confident that on Thursday next a great victory would be achieved for Reform, and that the whole of the electorates between Wellington and Napier would be represented by men who would support a Reform Government. (Applause.) xyxy=(711,382,841,879)
article-subhead: ALLEGED BREACH OF AWARD. xyxy=(582,1226,692,1251)
article-subhead: MR CLAUGHTON'S PUPILS. xyxy=(166,373,259,398)
paragraph: The Rev. Fraser, in an address, gave a lengthy and interesting description of the history of Presbyterianism and the constitution of the Presbyterian Church. xyxy=(430,1855,563,1909)
divider xyxy=(10,481,131,482)
article-subhead: SIR J. FINDLAY. xyxy=(738,1586,814,1598)
paragraph: The incident has aroused fears of a renewal of the outrages of seventeen years ago, when Liege was a centre of anarchism. xyxy=(430,469,563,512)
paragraph: "Will vote for Payne," cried the crowd, before Mr Fowlds could finish. xyxy=(572,997,702,1029)
column-7 xyxy=(846,32,970,2323)
paragraph: The Rev. Stowell was unanimously appointed moderator. The other ministers present were the Rev. L. Thompson (Carterton), E. C. Tennant (Martinborough), P. B. Fraser, M.A., (Superintendent of Home Missions), and J. Ross (who was the first minister of the Presbyterian Church in the Wairarapa). Mr G. H. Ralph, of Eketahuna, was also present. xyxy=(430,836,563,955)
article-headline: AMUSEMENTS xyxy=(290,892,419,913)
paragraph: It had been said that the Reform Party was simply a destructive organisation, but that it had no constructive ability. Mr Herdman claimed that the turning out of the Government would in itself be constructive. The reform of the Civil Service would be constructive. The placing of the railways on a better footing would be constructive. The opening up of the Native lands to speedy settlement would be constructive. The wiping out of the system of patronage in public appointments would be constructive. (Applause.) xyxy=(711,1752,841,1925)
booth-list-item: No. 33.—Kakariki, Thos. Knight. xyxy=(974,662,1096,673)
booth-list xyxy=(974,188,1110,901)
booth-list-item: No. 8.—Railway Station, Masterton, David Loxton, William Candy. xyxy=(974,338,1110,360)
article-subhead: THANKS. xyxy=(885,1418,930,1430)
column-3 xyxy=(284,32,426,1909)
paragraph: Before the conclusion of the meeting Mr Flanagan was asked to read an article from the "Evening Post" of Monday evening in support of Mr Hogg, which was done amidst prolonged cheers. xyxy=(4,1389,137,1454)
booth-list-item: No. 45.—Pakowai, Harvey Murray. xyxy=(974,792,1103,803)
booth-list-item: No. 21.—Hamua, A. E. Tuckwell. xyxy=(974,522,1097,533)
paragraph: The Rev. L. Thompson proposed a vote of thanks to the officers and members of the local church for their hospitality, and to the visitors. xyxy=(430,2064,563,2108)
booth-list-item: No. 25.—Ihuraua, Emil Voss. xyxy=(974,565,1081,576)
list-item: Why does Roddy McKenzie want to grapple our trams, and why does he menace the Mayor? xyxy=(288,816,421,848)
article-subhead: THE LIEGE OUTRAGE xyxy=(443,174,550,185)
article-subhead: MR A. L. HERDMAN. xyxy=(727,1066,825,1078)
article-subhead: MR SYKES. xyxy=(748,366,804,378)
paragraph: Mr K. Kemp made a very able speech in support of the cause. He warmly criticised the Reform Party, and made eulogistic reference to the faithful services of Mr Hogg. Amidst applause, he said that there was more originality in the toe of Mr Hogg than in the whole of Mr Sykes' composition. xyxy=(4,926,137,1023)
credit-line: (United Press Association—By Electric Telegraph—Copyright.) xyxy=(12,96,129,117)
received-line: (Received Last Night, 11 o'clock.) xyxy=(8,207,133,217)
article-subhead: SUPPOSED AUTHOR DIES. xyxy=(446,306,547,331)
booth-list-item: No. 2, Masterton Central, G. C. F. Benson and E. W. Inder. xyxy=(974,209,1110,231)
paragraph: The speaker then referred to his own attempts to remove the system of patronage from the Civil Service by the appointment of a Public Service Board. The Government would not accept his Bill, because it wanted to stick to patronage and refused to take notice of the Opposition. Mr Herdman quoted numerous cases of political influence and patronage which had resulted from the present autocratic system. He claimed that under his Bill public patronage and autocracy would be exterminated. (Applause.) xyxy=(850,55,965,260)
article-footer: Full particulars on application to R. MAORMAN AND CO., Ltd., Wellington. xyxy=(148,1764,277,1796)
paragraph: Mr Herdman, who was received with immense cheering, said he was in Masterton in the interests of Reform. After he had won his seat in Wellington, he had nothing else to do, and he had thought he would come to the country to do what he could for the cause of Reform, and to expound Mr Massey's platform. (Applause.) The present fight, said Mr Herdman, was not a personal one, but a fight for principles. He warmly commended Mr Herbert for the fine spirit he had displayed throughout the contest. (Applause, and "We'll put him in next time.") Mr Herdman proceeded to say that the present Administration was not "of the people, for the people," but "of the Government, for the Government." (Laughter.) xyxy=(711,1082,841,1309)
paragraph: The motion was carried by acclamation. xyxy=(430,2110,563,2131)
article-subhead: DIRECTORS' AGREEMENT ACCEPTED. xyxy=(290,204,419,228)
paragraph: Mr Herdman briefly acknowledged the compliment. xyxy=(850,1566,965,1587)
divider xyxy=(436,516,557,517)
divider xyxy=(10,1570,131,1571)
paragraph: The visitors and a number of local guests were entertained at a luncheon in the Arcadia Tea-rooms. xyxy=(430,636,563,669)
list-item: Why retrenchment afterwards? xyxy=(288,773,400,784)
booth-list-item: No. 53.—Mimery, J. McLennan. xyxy=(974,889,1092,900)
advertisement: "During the winter months, my five boys were constantly attacked with colds and croup," says Mrs H. Beaniand, Dutton Lea, Hewitt Street, Ballarat, Victoria. "I tried all sorts of medicine for them, but Chamberlain's Cough Remedy was the only one that would ward off these attacks. It cured each of my five children. I have used dozens of bottles of this remedy, and within a quarter of an hour after starting to give it, I have always been able to break up an attack of croup." Sold by all chemists and storekeepers. xyxy=(288,1691,421,1853)
article-headline: STRIKE OF SHEARERS xyxy=(603,1163,671,1192)
booth-list-item: No. 26.—Kaiparoro, K. Campbell. xyxy=(974,576,1099,587)
paragraph: The crowd then dispersed, a number proceeding to the outside of the Town Hall, where they gave cheers for Mr Hogg, and demonstrated generally. xyxy=(4,1512,137,1566)
paragraph: The chauffeur confessed that he was aware that the party could be held up. The woman was shot because she screamed. xyxy=(146,302,279,345)
paragraph: The matters of assessments and the payment of the expenses of visiting delegates were referred to a committee consisting of the Clerk and Mr Fulton. xyxy=(430,1398,563,1452)
column-1 xyxy=(0,32,142,1876)
paragraph: The victims mostly belonged to the working class, including many girls. xyxy=(430,434,563,467)
paragraph: While in Mr Wood's grounds a photograph was taken of the Rev. Ross and quite a number of the old members who assisted him in forming the Masterton Presbyterian Church over forty years ago. xyxy=(430,1735,563,1800)
article-subhead: AFFECTING DAIRY FARMERS. xyxy=(167,939,258,964)
advertisement: Pimples off in two days—Laxo-Tonic Pills removed an unsightly patch of pimples from my face, writes Mrs Sophie Henderson, 33 Seaby Street, Kamore, New South Wales, which for two months had resisted every possible remedy. After trying almost every medicine I finally used Laxo-Tonic Pills, and after taking them according to directions the pimples began to dry up, and in 48 hours came away when I was washing, leaving the skin perfectly clear and clean. Obtainable everywhere. Price 10½d and 1s 6d. xyxy=(288,1484,421,1657)
paragraph: The Rev. A. T. Thompson replied after which the Rev. Ross pronounced the benediction. xyxy=(430,2133,563,2166)
divider xyxy=(294,122,415,123)
booth-list-item: No. 38.—Hinemea, E. R. Aitchison. xyxy=(974,716,1104,727)
paragraph: Between 400 and 500 people were present at the open air meeting in front of the Masterton Borough Council Chambers last evening, when a number of local speakers gave addresses in the interests of Mr Hogg's candidature. The Mayor (Mr J. M. Coradine) presided, and the meeting, with the exception of an occasional interjection, was of a most orderly nature, the remarks of the various speakers being listened to with great interest. xyxy=(4,533,137,674)
paragraph: The Rev. Tennant moved that the Rev. A. T. Thompson be Presbytery Clerk. xyxy=(430,957,563,989)
divider xyxy=(980,904,1104,905)
booth-list-item: No. 29.—Tane, Thos. Bedding. xyxy=(974,608,1087,619)
paragraph: Mr Herdman pointed out that he had asked for a return of passes issued on the railways, but although this had been promised, it had never been granted. He referred to the attitude of the Prime Minister in going to the Imperial Conference and submitting a ridiculous scheme of his own, without consulting Parliament. Then, in reference to the Government advertising, the Ministry had given this to newspapers which supported them. Was that Democracy? The Government, in fact, was despotic, and this despotism was what the Reform Party was out to destroy. (Applause.) Returns had been asked for in regard to the Public Service, and these had been refused. In fact, the Government did just as it pleased, how it pleased. xyxy=(711,1343,841,1581)
article-subhead: COST OF GOVERNMENT. xyxy=(870,631,945,656)
booth-list-item: No. 9.— Eketahuna, R. J. Mc Lean. xyxy=(974,360,1103,371)
article-subhead: IN MASTERTON TOWN HALL. xyxy=(721,74,831,98)
paragraph: The inaugural proceedings of the Wairarapa Presbytery were held in Masterton yesterday. xyxy=(430,602,563,634)
received-line: (Received Last Night, 11.40 o'clock.) xyxy=(161,220,264,241)
paragraph: Question time saw no abatement in the turmoil. xyxy=(572,1130,702,1152)
advertisement-text: IF YOU HAVE A Cough, Cold, Sore Throat, or Lung Trouble, Stomach, Bowel, or Liver Complaint, Rheumatism, Neuralgia, etc., USE SANDER'S EUCALYPTI EXTRACT; 5 drops in a tablespoon water. Remember, you cannot expect the good effects from any sort of eucalyptus. SANDER'S EXTRACT CURES because it contains ethereal and antiseptic substances not contained in other Eucalyptus products. Make sure you are not imposed upon. Deceptive people try to palm off imitations with fancy names and labels to trading concerns who do not know what they contain, taking chances against your health. SANDER'S EXTRACT is a purely vegetable product and is no preparation for a burn, sprain, scald, bruise, etc. It cures. APPLY SANDER EXTRACT, it it is freed from the irritating constituents contained in other eucalyptus preparation. It heals when others refuse. Insist upon the genuine SANDER EUCALYPTI EXTRACT, and you will derive the benefit. xyxy=(578,1643,696,2010)
advertisement: "Chamberlain's Colic, Cholera and Diarrhoea Remedy is absolutely the finest thing on earth for colic, cramps in the stomach, and diarrhoea," says Mr G. H. Hodgson, of "Wanganui, N.Z. "It will cure every time. No one is subject to more violent attacks of diarrhoea than myself, but I have never known Chamberlain's Colic, Cholera and Diarrhoea Remedy to fail to cure me." Sold by all chemists and storekeepers. xyxy=(4,1575,137,1715)
paragraph: The speaker dealt at some length with the Native land question. He claimed that there were millions of acres lying idle, which should have been thrown open for settlement years ago. The money spent on railways, and roads, and bridges had put value on these Native lands, and made them more difficult to acquire by the Government. He stated that his opinion was that these should put upon the land an army of small freeholders, for, after all, the best tenure was that which gave the occupiers of the land an incentive to cultivate the soil. (Applause.) xyxy=(850,789,965,994)
article-headline: NEW YORK MURDER xyxy=(163,129,262,169)
paragraph: The validity of the Gillies Air Admission Patents has recently been demonstrated to the Supreme Court at Dunedin by His Honour Sir Joshua Strange Williams granting an injunction against Alexander Smaill, jnr., preventing him from using the Gillies Patent on the Smaill Milking Machine. The following is an extract of the finding of the Court:— "The Court doth adjudge and order that an injunction be awarded restraining the defendants and each and every of them their and each of their respective servants, agents and workmen during the continuance of the Letters Patent granted to the Plaintiff, and any extension of the term thereof from using or exercising or causing or permitting to be used and exercised the invention described in the specification and drawings filed with the said Letters Patent, and from manufacturing, selling, letting for hire, disposing or making any profitable use or promoting or being engaged or interested in the manufacture, sale, letting for hire, disposal, or profitable use of any pneumatic milling apparatus not made by the plaintiff or his licensees and having applied thereto the principle of air admission to the manner described, and for the purposes mentioned in the said specification or as explained AS TO ALLOW OF AIR ADMISSION FOR THE PURPOSES OF FACILITATING THE TRAVEL OF THE MILK FROM THE COW TO THE RECEIVER, or differing from such pneumatic milking apparatus only colorably and by the substitution of mere mechanical equivalents." xyxy=(146,1265,279,1762)
booth-list-item: No. 5, Masterton Central, N. Gillespie, H. E. Hutson. xyxy=(974,274,1110,295)
booth-list-item: No. 13.—Alfredton, N. M. Manson. xyxy=(974,414,1104,425)
article-subhead: AMONG THE VETERANS xyxy=(11,174,130,185)
